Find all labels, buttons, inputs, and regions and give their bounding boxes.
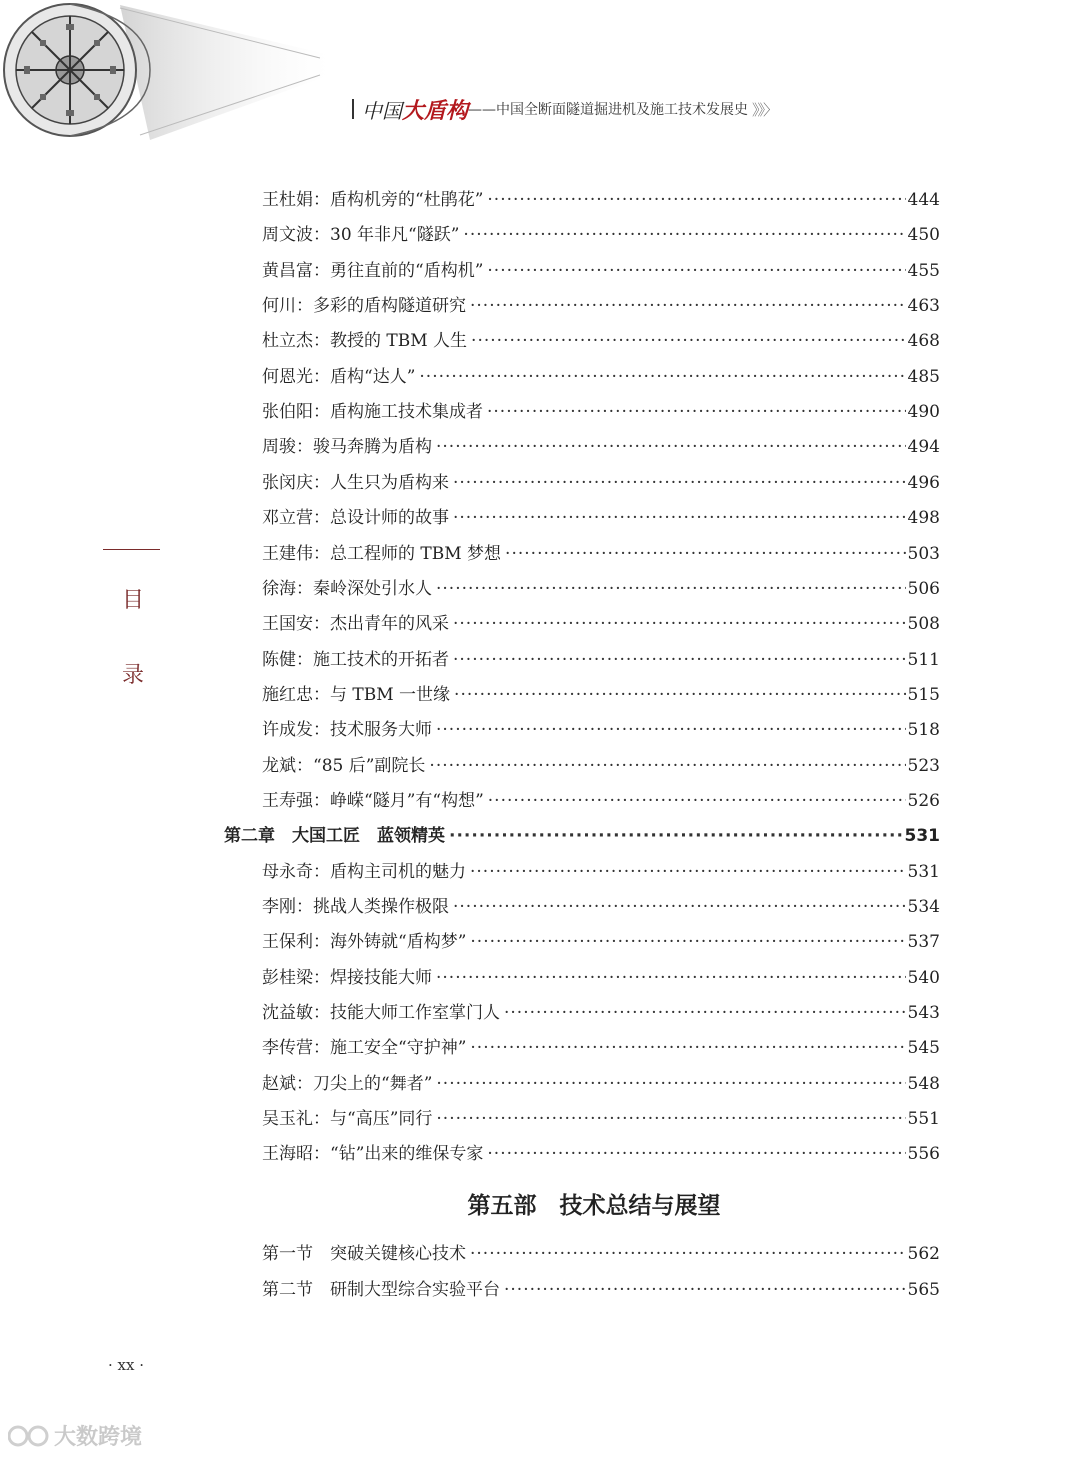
toc-entry[interactable]	[262, 577, 940, 601]
toc-page-number: 494	[907, 437, 940, 457]
toc-entry[interactable]	[262, 400, 940, 424]
toc-leader-dots	[436, 1107, 905, 1131]
toc-entry[interactable]	[262, 223, 940, 247]
toc-entry[interactable]	[262, 1142, 940, 1166]
toc-page-number: 562	[907, 1244, 940, 1264]
toc-entry[interactable]	[262, 718, 940, 742]
toc-page-number: 565	[907, 1280, 940, 1300]
toc-entry-title: 王杜娟：盾构机旁的“杜鹃花”	[262, 190, 484, 210]
toc-entry-title: 黄昌富：勇往直前的“盾构机”	[262, 261, 484, 281]
toc-entry[interactable]	[262, 754, 940, 778]
toc-leader-dots	[436, 435, 906, 459]
toc-leader-dots	[471, 329, 906, 353]
toc-leader-dots	[453, 506, 906, 530]
toc-entry-title: 张闵庆：人生只为盾构来	[262, 473, 449, 493]
toc-page-number: 496	[907, 473, 940, 493]
toc-leader-dots	[505, 542, 906, 566]
toc-entry-title: 李传营：施工安全“守护神”	[262, 1038, 467, 1058]
toc-page-number: 503	[907, 544, 940, 564]
watermark	[8, 1420, 142, 1451]
toc-entry-title: 母永奇：盾构主司机的魅力	[262, 862, 466, 882]
toc-entry-title: 何川：多彩的盾构隧道研究	[262, 296, 466, 316]
toc-page-number: 543	[907, 1003, 940, 1023]
toc-entry-title: 赵斌：刀尖上的“舞者”	[262, 1074, 433, 1094]
header-subtitle: ——中国全断面隧道掘进机及施工技术发展史	[468, 102, 749, 118]
toc-entry-title: 王建伟：总工程师的 TBM 梦想	[262, 544, 502, 564]
toc-leader-dots	[419, 365, 905, 389]
toc-entry-title: 彭桂梁：焊接技能大师	[262, 968, 432, 988]
toc-entry-title: 许成发：技术服务大师	[262, 720, 432, 740]
toc-entry[interactable]	[262, 1278, 940, 1302]
toc-entry[interactable]	[262, 471, 940, 495]
toc-page-number: 485	[907, 367, 940, 387]
toc-entry-title: 王国安：杰出青年的风采	[262, 614, 449, 634]
toc-entry[interactable]	[262, 1242, 940, 1266]
header-divider	[352, 99, 354, 119]
toc-page-number: 498	[907, 508, 940, 528]
toc-leader-dots	[429, 754, 905, 778]
toc-entry[interactable]	[262, 789, 940, 813]
toc-entry-title: 王保利：海外铸就“盾构梦”	[262, 932, 467, 952]
header-brand: 中国	[362, 98, 402, 123]
toc-entry[interactable]	[262, 188, 940, 212]
toc-page-number: 537	[907, 932, 940, 952]
toc-leader-dots	[454, 683, 906, 707]
toc-page-number: 548	[907, 1074, 940, 1094]
page-number: · xx ·	[108, 1356, 144, 1374]
toc-leader-dots	[453, 471, 906, 495]
tunnel-boring-machine-graphic	[0, 0, 330, 150]
toc-entry-title: 杜立杰：教授的 TBM 人生	[262, 331, 468, 351]
watermark-logo-icon	[8, 1423, 54, 1449]
toc-leader-dots	[470, 860, 906, 884]
toc-entry[interactable]	[262, 1001, 940, 1025]
toc-entry-title: 王海昭：“钻”出来的维保专家	[262, 1144, 484, 1164]
toc-page-number: 551	[907, 1109, 940, 1129]
toc-page-number: 490	[907, 402, 940, 422]
toc-entry-title: 李刚：挑战人类操作极限	[262, 897, 449, 917]
toc-entry-title: 第二章 大国工匠 蓝领精英	[224, 826, 445, 846]
toc-entry[interactable]	[262, 612, 940, 636]
toc-page-number: 511	[907, 650, 940, 670]
toc-entry-title: 第一节 突破关键核心技术	[262, 1244, 466, 1264]
toc-entry[interactable]	[262, 506, 940, 530]
toc-entry-title: 龙斌：“85 后”副院长	[262, 756, 426, 776]
toc-page-number: 444	[907, 190, 940, 210]
toc-leader-dots	[470, 1242, 906, 1266]
toc-page-number: 455	[907, 261, 940, 281]
toc-leader-dots	[504, 1001, 906, 1025]
toc-leader-dots	[470, 1036, 905, 1060]
running-header	[352, 94, 776, 124]
toc-entry-title: 徐海：秦岭深处引水人	[262, 579, 432, 599]
toc-page-number: 556	[907, 1144, 940, 1164]
toc-entry[interactable]	[262, 930, 940, 954]
toc-entry[interactable]	[262, 1107, 940, 1131]
toc-entry[interactable]	[262, 294, 940, 318]
part-title: 第五部 技术总结与展望	[467, 1192, 721, 1219]
header-brand-highlight: 大盾构	[402, 97, 469, 124]
toc-entry[interactable]	[262, 966, 940, 990]
toc-leader-dots	[453, 895, 906, 919]
toc-page-number: 526	[907, 791, 940, 811]
toc-leader-dots	[487, 188, 905, 212]
toc-entry-title: 沈益敏：技能大师工作室掌门人	[262, 1003, 500, 1023]
toc-page-number: 506	[907, 579, 940, 599]
toc-page-number: 523	[907, 756, 940, 776]
toc-entry-title: 周文波：30 年非凡“隧跃”	[262, 225, 460, 245]
toc-entry[interactable]	[262, 542, 940, 566]
toc-page-number: 540	[907, 968, 940, 988]
header-chevrons: 》》〉	[752, 100, 777, 119]
toc-entry[interactable]	[262, 648, 940, 672]
toc-entry-title: 何恩光：盾构“达人”	[262, 367, 416, 387]
toc-entry[interactable]	[262, 683, 940, 707]
toc-leader-dots	[436, 1072, 905, 1096]
toc-page-number: 534	[907, 897, 940, 917]
toc-leader-dots	[463, 223, 905, 247]
toc-page-number: 468	[907, 331, 940, 351]
toc-page-number: 531	[904, 826, 940, 846]
toc-leader-dots	[453, 648, 906, 672]
toc-leader-dots	[487, 259, 905, 283]
toc-entry[interactable]	[262, 860, 940, 884]
side-rule	[103, 549, 160, 550]
toc-leader-dots	[436, 718, 906, 742]
toc-entry-title: 邓立营：总设计师的故事	[262, 508, 449, 528]
toc-page-number: 450	[907, 225, 940, 245]
toc-entry[interactable]	[262, 1072, 940, 1096]
toc-page-number: 508	[907, 614, 940, 634]
toc-entry[interactable]	[262, 895, 940, 919]
toc-entry[interactable]	[262, 435, 940, 459]
toc-leader-dots	[470, 294, 906, 318]
toc-entry[interactable]	[262, 365, 940, 389]
toc-entry-title: 周骏：骏马奔腾为盾构	[262, 437, 432, 457]
toc-entry[interactable]	[262, 329, 940, 353]
toc-entry[interactable]	[262, 259, 940, 283]
toc-page-number: 545	[907, 1038, 940, 1058]
toc-page-number: 518	[907, 720, 940, 740]
toc-leader-dots	[488, 789, 906, 813]
toc-page-number: 463	[907, 296, 940, 316]
watermark-text: 大数跨境	[54, 1425, 143, 1450]
toc-page-number: 515	[907, 685, 940, 705]
toc-entry-title: 张伯阳：盾构施工技术集成者	[262, 402, 483, 422]
toc-page-number: 531	[907, 862, 940, 882]
toc-leader-dots	[487, 1142, 905, 1166]
toc-leader-dots	[453, 612, 906, 636]
toc-entry-title: 吴玉礼：与“高压”同行	[262, 1109, 433, 1129]
toc-entry-title: 第二节 研制大型综合实验平台	[262, 1280, 500, 1300]
toc-leader-dots	[487, 400, 906, 424]
side-label-mu: 目	[121, 588, 144, 613]
toc-leader-dots	[470, 930, 905, 954]
toc-chapter-row[interactable]	[224, 824, 940, 848]
toc-leader-dots	[449, 824, 903, 848]
toc-entry-title: 施红忠：与 TBM 一世缘	[262, 685, 451, 705]
toc-entry-title: 陈健：施工技术的开拓者	[262, 650, 449, 670]
toc-entry-title: 王寿强：峥嵘“隧月”有“构想”	[262, 791, 484, 811]
side-label-lu: 录	[121, 663, 144, 688]
toc-leader-dots	[436, 577, 906, 601]
toc-entry[interactable]	[262, 1036, 940, 1060]
toc-leader-dots	[504, 1278, 906, 1302]
toc-leader-dots	[436, 966, 906, 990]
